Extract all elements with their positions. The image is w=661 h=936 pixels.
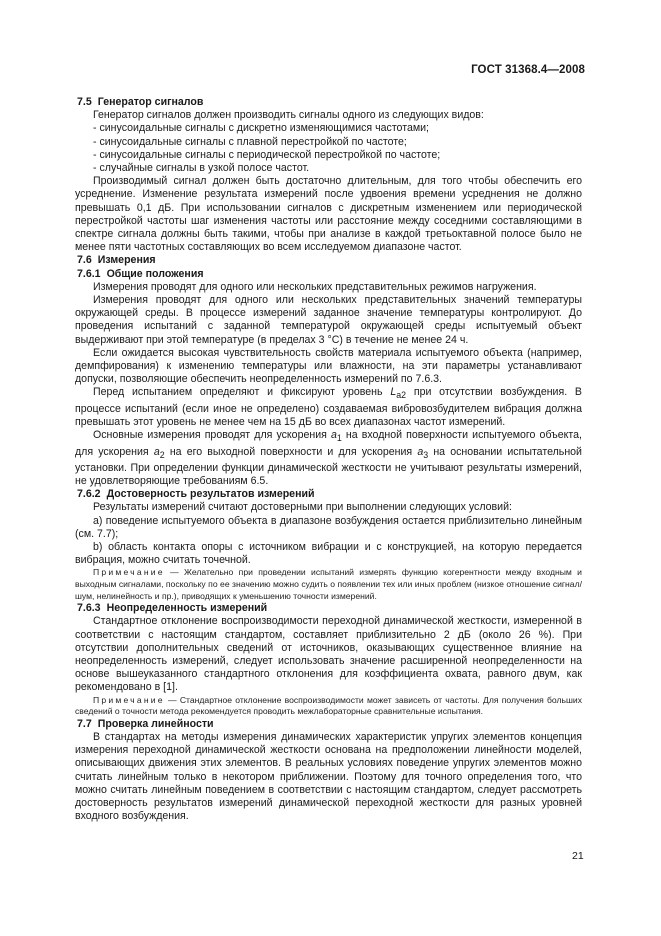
page-header-standard: ГОСТ 31368.4—2008: [471, 64, 585, 76]
symbol-a: a: [330, 429, 337, 442]
note-text: — Желательно при проведении испытаний измерять функцию когерентности между входным и выходным сигналами, поскольку по ее значению можно судить о появлении тех или иных проблем (низкое отношение сигнал/шум, нелинейность и пр.), приводящих к уменьшению точности измерений.: [75, 567, 582, 601]
note-label: Примечание: [93, 567, 165, 578]
paragraph: Измерения проводят для одного или нескольких представительных режимов нагружения.: [93, 280, 537, 293]
text-run: на основании испытательной установки. При определении функции динамической жесткости не учитывают результаты измерений, не удовлетворяющие требованиям 6.5.: [75, 445, 582, 488]
symbol-subscript: 2: [159, 449, 165, 460]
paragraph: Стандартное отклонение воспроизводимости переходной динамической жесткости, измеренной в соответствии с настоящим стандартом, составляет приблизительно 2 дБ (около 26 %). При отсутствии дополнительных сведений от источников, оказывающих существенное влияние на неопределенность измерений, следует использовать значение расширенной неопределенности на основе вышеуказанного стандартного отклонения для коэффициента охвата, равного двум, как рекомендовано в [1].: [75, 615, 582, 694]
text-run: на входной поверхности испытуемого объекта, для ускорения: [75, 429, 582, 458]
list-item: - синусоидальные сигналы с дискретно изменяющимися частотами;: [93, 122, 429, 135]
list-item: - синусоидальные сигналы с плавной перестройкой по частоте;: [93, 135, 407, 148]
section-title: Неопределенность измерений: [106, 602, 268, 615]
section-heading-7-5: [75, 96, 582, 109]
list-item: а) поведение испытуемого объекта в диапазоне возбуждения остается приблизительно линейным (см. 7.7);: [75, 514, 582, 540]
section-number: 7.5: [77, 96, 92, 108]
list-item: b) область контакта опоры с источником вибрации и с конструкцией, на которую передается вибрация, можно считать точечной.: [75, 541, 582, 567]
section-number: 7.6.1: [77, 267, 101, 280]
document-body: [75, 96, 582, 823]
page-number: 21: [572, 850, 584, 862]
paragraph: Производимый сигнал должен быть достаточно длительным, для того чтобы обеспечить его усреднение. Изменение результата измерений после удвоения времени усреднения не должно превышать 0,1 дБ. При использовании сигналов с дискретным изменением или периодической перестройкой частоты шаг изменения частоты или расстояние между соседними составляющими в спектре сигнала должны быть такими, чтобы при анализе в каждой третьоктавной полосе было не менее пяти частотных составляющих во всем исследуемом диапазоне частот.: [75, 175, 582, 254]
note-label: Примечание: [93, 694, 165, 705]
section-heading-7-6-3: [75, 602, 582, 615]
text-run: Перед испытанием определяют и фиксируют уровень: [93, 386, 391, 399]
symbol-a: a: [153, 445, 160, 458]
paragraph: [75, 386, 582, 429]
paragraph: Измерения проводят для одного или нескольких представительных значений температуры окружающей среды. В процессе измерений заданное значение температуры контролируют. До проведения испытаний с заданной температурой окружающей среды испытуемый объект выдерживают при этой температуре (в пределах 3 °С) в течение не менее 24 ч.: [75, 294, 582, 346]
paragraph: Генератор сигналов должен производить сигналы одного из следующих видов:: [93, 109, 484, 122]
list-item: - синусоидальные сигналы с периодической перестройкой по частоте;: [93, 148, 441, 161]
section-number: 7.7: [77, 717, 92, 730]
section-number: 7.6.2: [77, 488, 101, 501]
section-title: Измерения: [97, 254, 156, 267]
note: [75, 695, 582, 718]
text-run: на его выходной поверхности и для ускорения: [164, 445, 418, 458]
section-title: Достоверность результатов измерений: [106, 488, 315, 501]
symbol-subscript: 1: [336, 433, 342, 444]
text-run: Основные измерения проводят для ускорения: [93, 429, 331, 442]
symbol-subscript: 3: [423, 449, 429, 460]
paragraph: Результаты измерений считают достоверными при выполнении следующих условий:: [93, 501, 512, 514]
symbol-subscript: a2: [396, 390, 407, 401]
paragraph: Если ожидается высокая чувствительность свойств материала испытуемого объекта (например, демпфирования) к изменению температуры или влажности, на эти параметры устанавливают допуски, позволяющие обеспечить неопределенность измерений по 7.6.3.: [75, 346, 582, 386]
symbol-L: L: [390, 386, 397, 399]
symbol-a: a: [417, 445, 424, 458]
section-heading-7-6-1: [75, 268, 582, 281]
paragraph: [75, 429, 582, 488]
section-number: 7.6: [77, 254, 92, 267]
section-title: Общие положения: [106, 267, 204, 280]
section-title: Генератор сигналов: [97, 96, 204, 108]
section-heading-7-7: [75, 718, 582, 731]
section-number: 7.6.3: [77, 602, 101, 615]
text-run: при отсутствии возбуждения. В процессе испытаний (если иное не определено) создаваемая вибровозбудителем вибрация должна превышать этот уровень не менее чем на 15 дБ во всех диапазонах частот измерений.: [75, 386, 582, 428]
paragraph: В стандартах на методы измерения динамических характеристик упругих элементов концепция измерения переходной динамической жесткости основана на предположении линейности моделей, описывающих движения этих элементов. В реальных условиях поведение упругих элементов можно считать линейным только в некотором приближении. Поэтому для точного определения того, что можно считать линейным поведением в соответствии с настоящим стандартом, следует рассмотреть достоверность результатов измерений динамической переходной жесткости для разных уровней входного возбуждения.: [75, 731, 582, 823]
section-title: Проверка линейности: [97, 717, 214, 730]
section-heading-7-6: [75, 254, 582, 267]
note: [75, 567, 582, 602]
list-item: - случайные сигналы в узкой полосе частот.: [93, 162, 310, 175]
section-heading-7-6-2: [75, 488, 582, 501]
note-text: — Стандартное отклонение воспроизводимости может зависеть от частоты. Для получения больших сведений о точности метода рекомендуется проводить межлабораторные сравнительные испытания.: [75, 694, 582, 717]
